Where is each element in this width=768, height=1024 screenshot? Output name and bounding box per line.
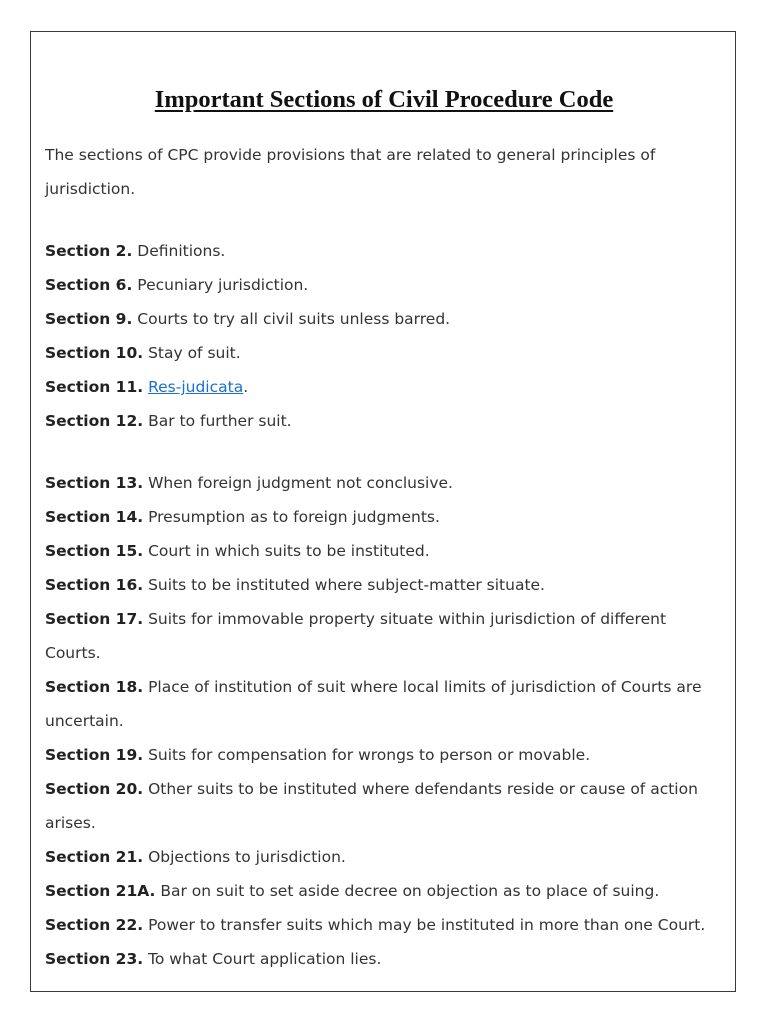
section-text: To what Court application lies.: [148, 950, 382, 968]
section-label: Section 6.: [45, 276, 133, 294]
section-text: Definitions.: [137, 242, 226, 260]
section-row: [45, 840, 725, 874]
section-label: Section 2.: [45, 242, 133, 260]
section-row: [45, 942, 725, 976]
section-text: When foreign judgment not conclusive.: [148, 474, 453, 492]
section-text: Suits for compensation for wrongs to person or movable.: [148, 746, 591, 764]
section-label: Section 21.: [45, 848, 144, 866]
section-label: Section 11.: [45, 378, 144, 396]
section-row: [45, 234, 725, 268]
section-label: Section 12.: [45, 412, 144, 430]
section-row: [45, 602, 725, 670]
section-row: [45, 772, 725, 840]
section-text: Courts to try all civil suits unless barred.: [137, 310, 451, 328]
section-text: Court in which suits to be instituted.: [148, 542, 430, 560]
section-label: Section 13.: [45, 474, 144, 492]
section-label: Section 18.: [45, 678, 144, 696]
section-label: Section 14.: [45, 508, 144, 526]
section-group-1: [45, 234, 725, 438]
section-label: Section 19.: [45, 746, 144, 764]
section-row: [45, 874, 725, 908]
section-text: Pecuniary jurisdiction.: [137, 276, 309, 294]
document-body: [45, 138, 725, 1004]
section-group-2: [45, 466, 725, 976]
section-text: Other suits to be instituted where defendants reside or cause of action arises.: [45, 780, 698, 832]
section-label: Section 20.: [45, 780, 144, 798]
section-text: Bar on suit to set aside decree on objection as to place of suing.: [160, 882, 660, 900]
page-title: Important Sections of Civil Procedure Code: [154, 86, 614, 113]
section-row: [45, 404, 725, 438]
section-row: [45, 466, 725, 500]
section-text: Suits for immovable property situate within jurisdiction of different Courts.: [45, 610, 667, 662]
section-row: [45, 534, 725, 568]
section-row: [45, 500, 725, 534]
section-row: [45, 302, 725, 336]
section-row: [45, 370, 725, 404]
section-label: Section 15.: [45, 542, 144, 560]
section-text: Objections to jurisdiction.: [148, 848, 346, 866]
section-label: Section 21A.: [45, 882, 156, 900]
section-row: [45, 738, 725, 772]
section-row: [45, 908, 725, 942]
section-text: Suits to be instituted where subject-matter situate.: [148, 576, 545, 594]
intro-paragraph: The sections of CPC provide provisions that are related to general principles of jurisdiction.: [45, 146, 656, 198]
section-row: [45, 568, 725, 602]
section-label: Section 17.: [45, 610, 144, 628]
section-label: Section 23.: [45, 950, 144, 968]
section-row: [45, 336, 725, 370]
section-label: Section 16.: [45, 576, 144, 594]
res-judicata-link[interactable]: Res-judicata: [148, 378, 244, 396]
section-text: .: [243, 378, 249, 396]
section-text: Bar to further suit.: [148, 412, 292, 430]
section-label: Section 22.: [45, 916, 144, 934]
section-label: Section 10.: [45, 344, 144, 362]
section-row: [45, 670, 725, 738]
section-label: Section 9.: [45, 310, 133, 328]
section-row: [45, 268, 725, 302]
section-text: Power to transfer suits which may be instituted in more than one Court.: [148, 916, 706, 934]
section-text: Presumption as to foreign judgments.: [148, 508, 440, 526]
section-text: Place of institution of suit where local limits of jurisdiction of Courts are uncertain.: [45, 678, 702, 730]
section-text: Stay of suit.: [148, 344, 241, 362]
